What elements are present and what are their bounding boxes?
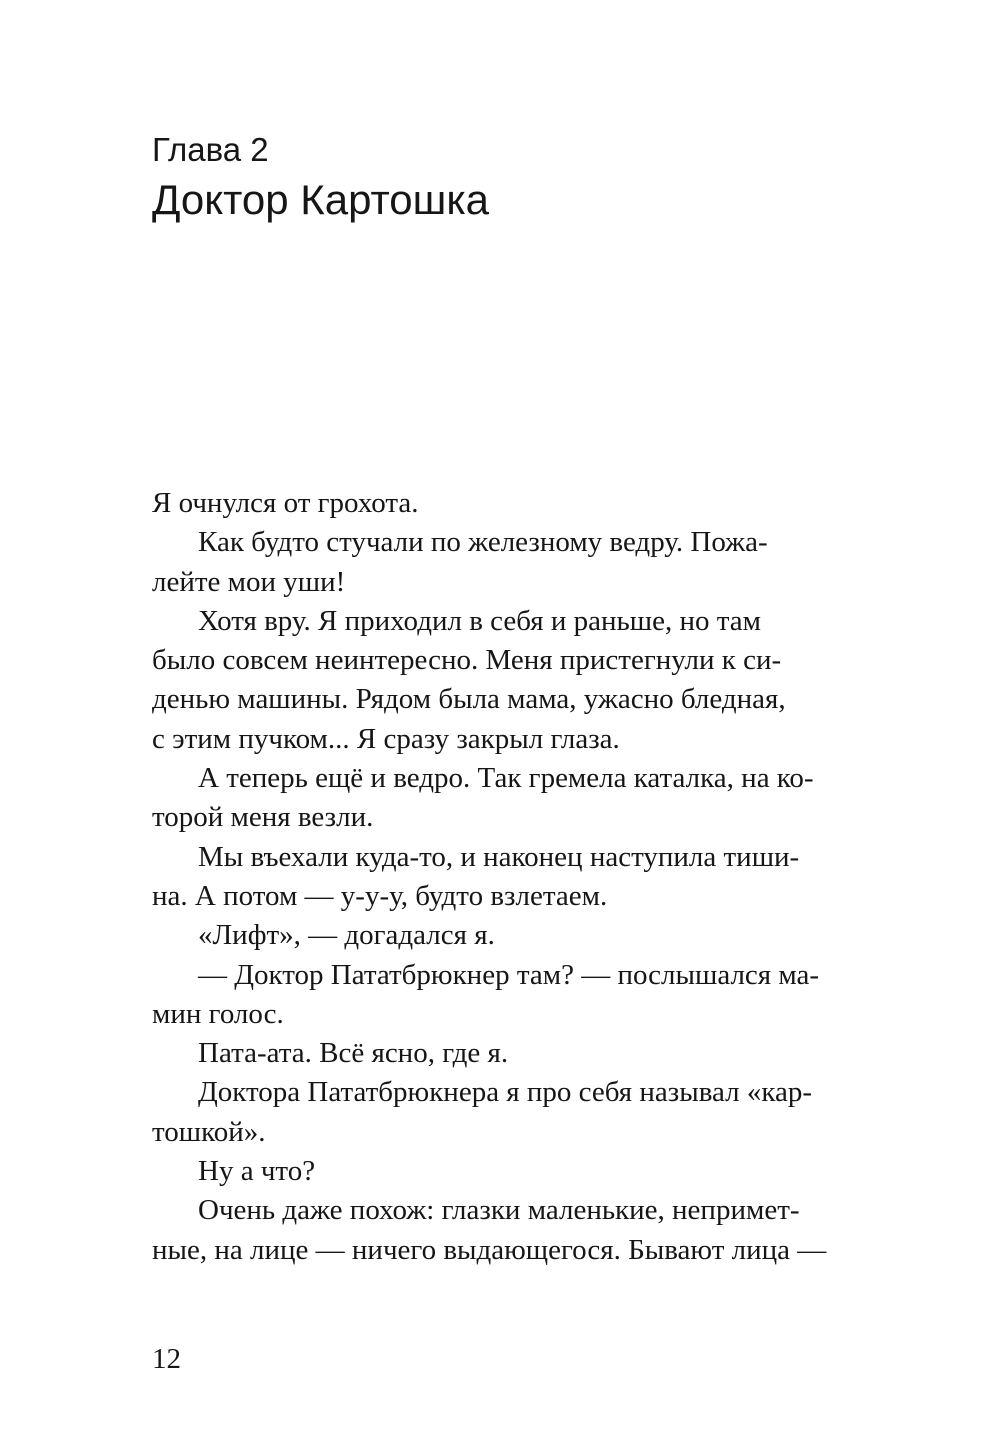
text-line: Я очнулся от грохота.	[152, 487, 419, 519]
body-text	[152, 484, 912, 1270]
text-line: ные, на лице — ничего выдающегося. Бывают лица —	[152, 1233, 827, 1266]
text-line: Хотя вру. Я приходил в себя и раньше, но там	[198, 604, 761, 637]
text-line: торой меня везли.	[152, 801, 374, 834]
text-line: А теперь ещё и ведро. Так гремела каталка, на ко-	[198, 762, 814, 795]
text-line: Пата-ата. Всё ясно, где я.	[198, 1037, 509, 1070]
text-line: мин голос.	[152, 997, 284, 1030]
chapter-number: Глава 2	[152, 131, 269, 168]
text-line: «Лифт», — догадался я.	[198, 919, 495, 952]
text-line: Очень даже похож: глазки маленькие, непримет-	[198, 1194, 800, 1227]
page-number: 12	[152, 1343, 181, 1375]
text-line: Мы въехали куда-то, и наконец наступила тиши-	[198, 840, 800, 873]
text-line: на. А потом — у-у-у, будто взлетаем.	[152, 879, 608, 912]
text-line: было совсем неинтересно. Меня пристегнули к си-	[152, 644, 782, 677]
chapter-title: Доктор Картошка	[152, 176, 490, 223]
text-line: тошкой».	[152, 1115, 266, 1148]
text-line: Как будто стучали по железному ведру. Пожа-	[198, 526, 768, 559]
text-line: — Доктор Пататбрюкнер там? — послышался ма-	[198, 958, 820, 991]
text-line: Доктора Пататбрюкнера я про себя называл «кар-	[198, 1076, 813, 1109]
text-line: Ну а что?	[198, 1155, 316, 1188]
text-line: с этим пучком... Я сразу закрыл глаза.	[152, 722, 620, 755]
text-line: лейте мои уши!	[152, 565, 346, 598]
text-line: денью машины. Рядом была мама, ужасно бледная,	[152, 683, 786, 716]
